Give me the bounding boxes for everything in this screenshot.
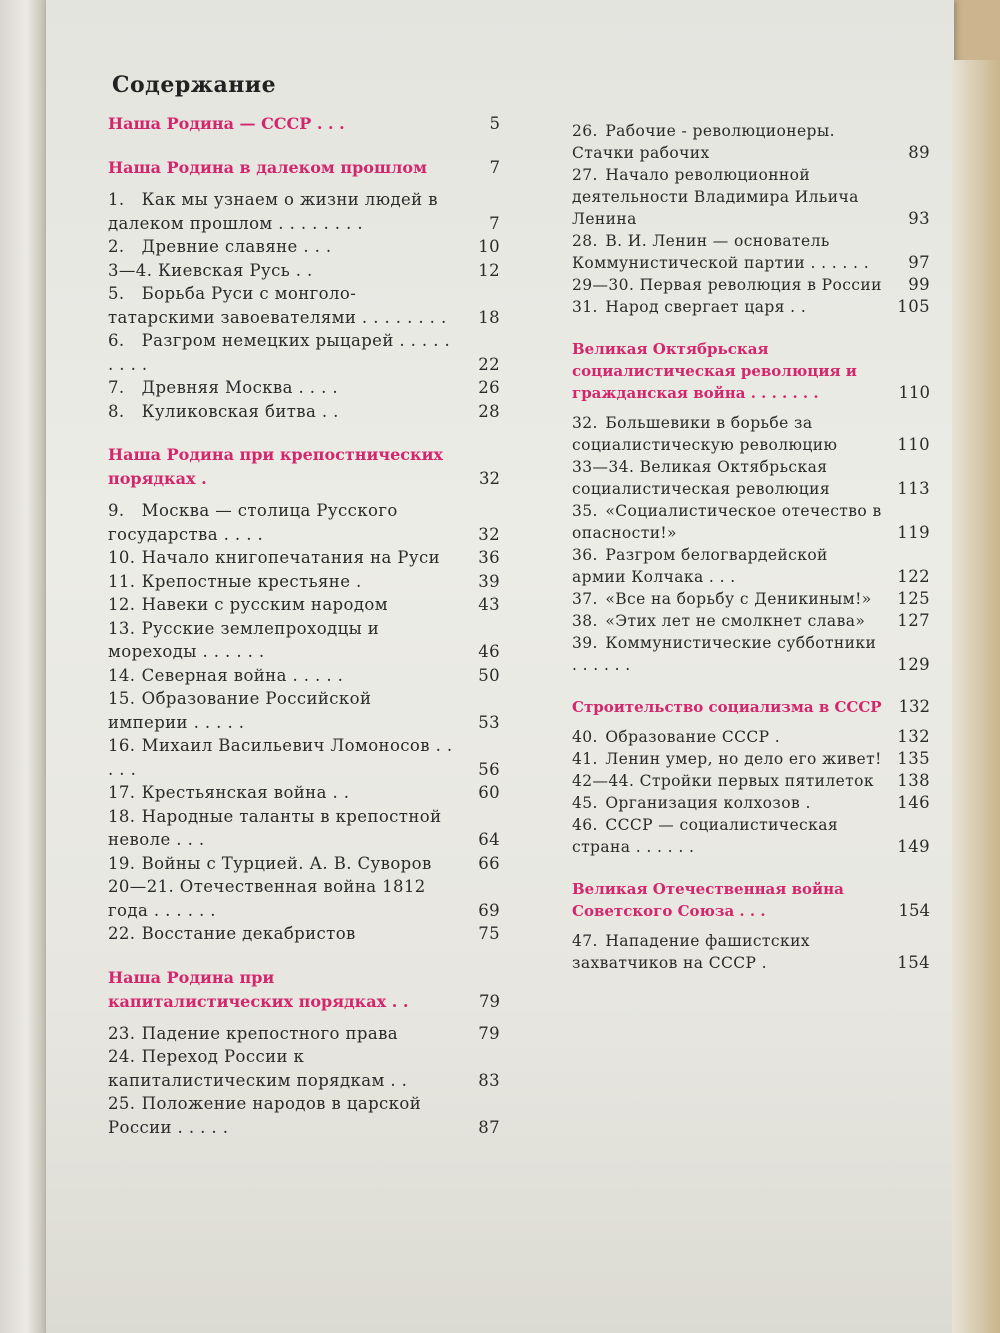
toc-entry-title: Разгром немецких рыцарей . . . . . . . . . (108, 331, 451, 374)
toc-entry-text (572, 296, 886, 318)
page-title: Содержание (112, 72, 277, 98)
toc-entry-text (572, 120, 886, 164)
toc-entry (108, 400, 500, 424)
book-gutter (0, 0, 48, 1333)
toc-entry-number: 5. (108, 284, 125, 303)
toc-entry (572, 230, 930, 274)
toc-entry-text (108, 329, 456, 376)
toc-entry-text (108, 282, 456, 329)
toc-entry-number: 1. (108, 190, 125, 209)
toc-entry-text (108, 400, 456, 424)
toc-entry (572, 412, 930, 456)
toc-entry-page: 89 (908, 143, 930, 162)
toc-entry-number: 24. (108, 1047, 136, 1066)
toc-entry-title: Борьба Руси с монголо-татарскими завоевателями . . . . . . . . (108, 284, 447, 327)
section-heading-title: Наша Родина — СССР . . . (108, 114, 345, 133)
toc-entry-page: 53 (478, 712, 500, 732)
toc-entry-number: 40. (572, 728, 598, 746)
toc-entry (572, 544, 930, 588)
toc-entry-number: 8. (108, 401, 125, 421)
toc-entry-title: Образование Российской империи . . . . . (108, 689, 372, 732)
toc-entry-title: Северная война . . . . . (141, 665, 344, 685)
toc-entry-text (572, 588, 886, 610)
toc-entry-number: 16. (108, 736, 136, 755)
toc-entry (108, 664, 500, 688)
toc-entry-number: 12. (108, 595, 136, 614)
toc-entry-title: Стройки первых пятилеток (639, 772, 874, 790)
toc-entry-number: 13. (108, 618, 136, 638)
toc-entry-number: 36. (572, 546, 598, 564)
toc-entry-page: 79 (478, 1023, 500, 1043)
toc-entry (572, 770, 930, 792)
toc-entry-title: Коммунистические субботники . . . . . . (572, 634, 877, 674)
toc-entry-title: Древняя Москва . . . . (141, 378, 339, 397)
toc-entry-number: 47. (572, 932, 598, 950)
toc-entry-page: 43 (478, 595, 500, 614)
toc-entry (108, 282, 500, 329)
toc-entry-page: 113 (897, 479, 930, 498)
toc-entry-title: Первая революция в России (639, 276, 882, 294)
toc-entry (572, 748, 930, 770)
toc-entry-number: 29—30. (572, 276, 635, 294)
toc-entry-page: 12 (478, 260, 500, 280)
toc-entry-title: «Этих лет не смолкнет слава» (605, 612, 866, 630)
toc-entry-page: 64 (478, 830, 500, 849)
toc-entry (572, 930, 930, 974)
toc-entry-text (572, 456, 886, 500)
toc-entry-number: 26. (572, 122, 598, 140)
toc-entry-page: 129 (897, 655, 930, 674)
section-heading (108, 966, 500, 1014)
section-heading (108, 443, 500, 491)
toc-entry-text (108, 570, 456, 594)
toc-entry-title: Киевская Русь . . (158, 260, 313, 280)
toc-entry (108, 922, 500, 946)
toc-entry (108, 499, 500, 546)
toc-entry-number: 39. (572, 634, 598, 652)
toc-entry-text (572, 792, 886, 814)
section-heading-title: Наша Родина при капиталистических порядках . . (108, 967, 409, 1011)
toc-entry-text (572, 412, 886, 456)
toc-entry-title: Крепостные крестьяне . (141, 571, 362, 591)
toc-entry-page: 83 (478, 1070, 500, 1090)
toc-entry-text (108, 1045, 456, 1092)
section-page-number: 5 (489, 114, 500, 133)
toc-entry (108, 1045, 500, 1092)
toc-entry (572, 456, 930, 500)
toc-entry-title: Куликовская битва . . (141, 401, 339, 421)
toc-entry-number: 20—21. (108, 877, 175, 896)
toc-entry-text (108, 376, 456, 400)
toc-entry-text (108, 617, 456, 664)
toc-entry-text (572, 632, 886, 676)
toc-entry-title: Крестьянская война . . (141, 783, 350, 802)
toc-entry-text (108, 499, 456, 546)
toc-entry-page: 7 (489, 213, 500, 233)
toc-entry-page: 87 (478, 1117, 500, 1137)
toc-entry-number: 17. (108, 783, 136, 802)
toc-entry-title: Большевики в борьбе за социалистическую революцию (572, 414, 838, 454)
section-page-number: 79 (479, 991, 500, 1011)
toc-entry-number: 2. (108, 237, 125, 256)
toc-entry-text (572, 500, 886, 544)
toc-entry (572, 274, 930, 296)
toc-entry-text (572, 164, 886, 230)
toc-entry-title: Начало книгопечатания на Руси (141, 548, 441, 567)
toc-entry-page: 97 (908, 253, 930, 272)
toc-section (572, 878, 930, 974)
toc-entry-page: 93 (908, 209, 930, 228)
toc-entry-number: 42—44. (572, 772, 635, 790)
toc-entry (108, 852, 500, 876)
toc-entry-number: 14. (108, 665, 136, 685)
toc-entry (108, 570, 500, 594)
toc-entry-text (108, 188, 456, 235)
toc-entry-title: СССР — социалистическая страна . . . . . . (572, 816, 839, 856)
toc-entry (572, 296, 930, 318)
toc-entry-page: 32 (478, 524, 500, 544)
toc-entry-title: «Социалистическое отечество в опасности!» (572, 502, 882, 542)
toc-section (108, 966, 500, 1140)
toc-entry-title: Отечественная война 1812 года . . . . . . (108, 877, 426, 920)
toc-entry-text (108, 922, 456, 946)
toc-entry-text (108, 875, 456, 922)
toc-entry-title: Рабочие - революционеры. Стачки рабочих (572, 122, 835, 162)
toc-entry-page: 125 (897, 589, 930, 608)
toc-entry (572, 814, 930, 858)
toc-entry-title: Переход России к капиталистическим порядкам . . (108, 1047, 408, 1090)
section-heading-title: Наша Родина в далеком прошлом (108, 158, 427, 177)
toc-entry-title: Ленин умер, но дело его живет! (605, 750, 882, 768)
toc-entry (572, 500, 930, 544)
toc-entry-text (108, 687, 456, 734)
toc-entry-number: 28. (572, 232, 598, 250)
toc-entry-page: 135 (897, 749, 930, 768)
toc-entry-text (572, 814, 886, 858)
toc-entry-text (108, 734, 456, 781)
toc-entry-text (108, 781, 456, 805)
toc-entry-number: 31. (572, 298, 598, 316)
section-page-number: 154 (898, 901, 930, 920)
toc-entry-title: Михаил Васильевич Ломоносов . . . . . (108, 736, 453, 779)
section-heading-title: Наша Родина при крепостнических порядках . (108, 445, 443, 488)
toc-entry (108, 875, 500, 922)
toc-section (572, 338, 930, 676)
toc-entry-text (108, 259, 456, 283)
section-heading (572, 338, 930, 404)
toc-entry-number: 18. (108, 806, 136, 826)
toc-entry-text (108, 664, 456, 688)
toc-entry-text (108, 852, 456, 876)
toc-entry-title: Восстание декабристов (141, 924, 356, 943)
toc-entry (108, 329, 500, 376)
section-heading-title: Строительство социализма в СССР (572, 698, 882, 716)
section-page-number: 132 (898, 697, 930, 716)
toc-entry-page: 28 (478, 401, 500, 421)
toc-entry-page: 66 (478, 853, 500, 873)
toc-section (108, 112, 500, 136)
toc-entry-number: 38. (572, 612, 598, 630)
toc-entry-page: 138 (897, 771, 930, 790)
toc-entry-title: «Все на борьбу с Деникиным!» (605, 590, 872, 608)
toc-entry-text (572, 726, 886, 748)
toc-entry-number: 37. (572, 590, 598, 608)
toc-entry-text (108, 235, 456, 259)
toc-entry (572, 632, 930, 676)
toc-entry-text (572, 274, 886, 296)
section-page-number: 110 (898, 383, 930, 402)
toc-entry-title: Великая Октябрьская социалистическая революция (572, 458, 831, 498)
toc-entry-text (572, 748, 886, 770)
toc-entry (108, 1092, 500, 1139)
toc-entry (572, 120, 930, 164)
toc-entry-number: 3—4. (108, 260, 153, 280)
toc-entry-page: 99 (908, 275, 930, 294)
toc-entry-title: Положение народов в царской России . . . . . (108, 1094, 422, 1137)
toc-entry-text (108, 1022, 456, 1046)
toc-entry-title: Народные таланты в крепостной неволе . . . (108, 806, 442, 849)
toc-entry-number: 46. (572, 816, 598, 834)
toc-section (572, 696, 930, 858)
toc-entry-page: 56 (478, 759, 500, 779)
toc-entry-number: 15. (108, 689, 136, 708)
toc-entry-number: 7. (108, 378, 125, 397)
toc-entry-text (108, 546, 456, 570)
section-heading (572, 696, 930, 718)
toc-entry-title: Образование СССР . (605, 728, 781, 746)
toc-entry-page: 132 (897, 727, 930, 746)
toc-entry-title: Разгром белогвардейской армии Колчака . . . (572, 546, 828, 586)
toc-entry-page: 69 (478, 900, 500, 920)
toc-entry-text (572, 930, 886, 974)
toc-entry-number: 32. (572, 414, 598, 432)
toc-entry-title: Русские землепроходцы и мореходы . . . . . . (108, 618, 380, 661)
toc-entry (108, 781, 500, 805)
toc-entry-page: 36 (478, 548, 500, 567)
toc-entry-text (108, 805, 456, 852)
toc-entry-number: 33—34. (572, 458, 635, 476)
toc-entry-title: Падение крепостного права (141, 1023, 399, 1043)
toc-entry-title: Начало революционной деятельности Владимира Ильича Ленина (572, 166, 859, 228)
toc-section (572, 120, 930, 318)
section-heading (108, 112, 500, 136)
toc-entry-page: 60 (478, 783, 500, 802)
toc-entry-title: Навеки с русским народом (141, 595, 388, 614)
toc-entry-title: Войны с Турцией. А. В. Суворов (141, 853, 432, 873)
toc-entry-text (572, 230, 886, 274)
toc-entry-title: Организация колхозов . (605, 794, 811, 812)
toc-entry-title: Древние славяне . . . (141, 237, 332, 256)
section-heading-title: Великая Октябрьская социалистическая революция и гражданская война . . . . . . . (572, 340, 857, 402)
toc-entry (108, 259, 500, 283)
toc-entry-page: 122 (897, 567, 930, 586)
toc-entry-page: 105 (897, 297, 930, 316)
toc-entry-number: 6. (108, 331, 125, 350)
toc-entry-page: 154 (897, 953, 930, 972)
toc-entry (108, 734, 500, 781)
toc-entry-page: 75 (478, 924, 500, 943)
toc-entry-page: 119 (897, 523, 930, 542)
toc-entry (572, 610, 930, 632)
toc-entry (108, 188, 500, 235)
toc-entry (108, 1022, 500, 1046)
toc-entry-number: 45. (572, 794, 598, 812)
section-page-number: 7 (489, 158, 500, 177)
toc-entry-number: 27. (572, 166, 598, 184)
toc-entry-page: 39 (478, 571, 500, 591)
toc-entry-number: 35. (572, 502, 598, 520)
toc-entry-page: 22 (478, 354, 500, 374)
toc-entry-number: 10. (108, 548, 136, 567)
toc-entry (108, 805, 500, 852)
toc-entry-title: Москва — столица Русского государства . . . . (108, 501, 398, 544)
toc-entry-text (572, 610, 886, 632)
toc-entry-page: 26 (478, 378, 500, 397)
toc-entry-text (108, 593, 456, 617)
section-page-number: 32 (479, 469, 500, 488)
toc-entry (572, 164, 930, 230)
section-heading (108, 156, 500, 180)
toc-entry-title: Как мы узнаем о жизни людей в далеком прошлом . . . . . . . . (108, 190, 438, 233)
toc-entry-text (572, 770, 886, 792)
toc-entry-text (108, 1092, 456, 1139)
toc-entry (108, 546, 500, 570)
toc-entry-number: 41. (572, 750, 598, 768)
toc-entry-number: 11. (108, 571, 136, 591)
toc-entry (572, 726, 930, 748)
toc-entry-title: В. И. Ленин — основатель Коммунистической партии . . . . . . (572, 232, 870, 272)
toc-entry-page: 46 (478, 642, 500, 661)
toc-entry-page: 149 (897, 837, 930, 856)
toc-entry-page: 110 (897, 435, 930, 454)
toc-entry-title: Нападение фашистских захватчиков на СССР . (572, 932, 810, 972)
page-edge (952, 60, 1000, 1333)
toc-entry-title: Народ свергает царя . . (605, 298, 807, 316)
section-heading-title: Великая Отечественная война Советского Союза . . . (572, 880, 844, 920)
toc-entry (108, 235, 500, 259)
toc-entry-number: 23. (108, 1023, 136, 1043)
toc-entry-page: 146 (897, 793, 930, 812)
toc-section (108, 156, 500, 423)
toc-entry (108, 617, 500, 664)
toc-entry-page: 18 (478, 307, 500, 327)
toc-entry-page: 10 (478, 237, 500, 256)
toc-right-column (572, 120, 930, 974)
toc-entry-number: 9. (108, 501, 125, 520)
toc-entry-page: 127 (897, 611, 930, 630)
toc-entry (108, 376, 500, 400)
toc-entry-number: 22. (108, 924, 136, 943)
toc-entry-number: 25. (108, 1094, 136, 1113)
toc-entry (572, 792, 930, 814)
toc-entry-page: 50 (478, 665, 500, 685)
toc-entry (572, 588, 930, 610)
toc-entry-text (572, 544, 886, 588)
toc-section (108, 443, 500, 946)
toc-left-column (108, 112, 500, 1139)
section-heading (572, 878, 930, 922)
toc-entry (108, 687, 500, 734)
toc-entry (108, 593, 500, 617)
toc-entry-number: 19. (108, 853, 136, 873)
